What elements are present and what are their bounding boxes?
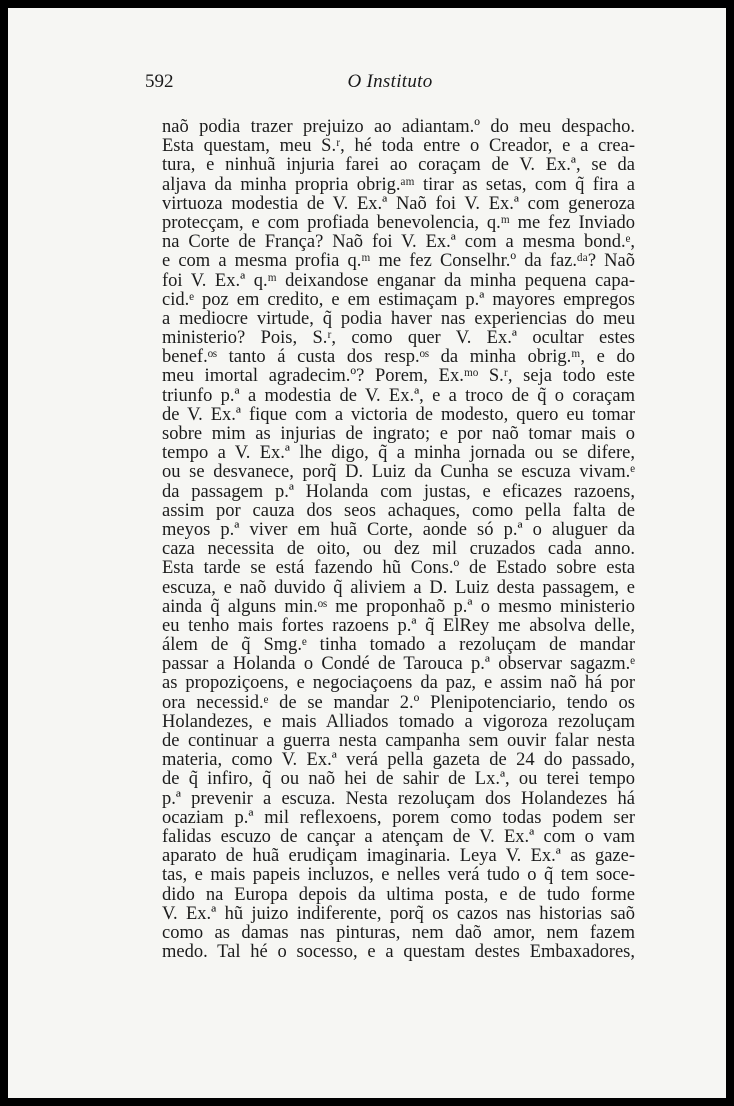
text-line: ministerio? Pois, S.ʳ, como quer V. Ex.ª ocultar estes — [162, 329, 635, 349]
text-line: ou se desvanece, porq̃ D. Luiz da Cunha se escuza vivam.ᵉ — [162, 463, 635, 483]
text-line: cid.ᵉ poz em credito, e em estimaçam p.ª mayores empregos — [162, 290, 635, 310]
text-line: meu imortal agradecim.º? Porem, Ex.ᵐᵒ S.ʳ, seja todo este — [162, 367, 635, 387]
page-number: 592 — [145, 71, 174, 92]
text-line: escuza, e naõ duvido q̃ aliviem a D. Luiz desta passagem, e — [162, 578, 635, 598]
text-line: dido na Europa depois da ultima posta, e de tudo forme — [162, 885, 635, 905]
text-line: ora necessid.ᵉ de se mandar 2.º Plenipotenciario, tendo os — [162, 693, 635, 713]
text-line: falidas escuzo de cançar a atençam de V. Ex.ª com o vam — [162, 827, 635, 847]
text-line: na Corte de França? Naõ foi V. Ex.ª com a mesma bond.ᵉ, — [162, 233, 635, 253]
book-page — [8, 8, 726, 1098]
text-line: sobre mim as injurias de ingrato; e por naõ tomar mais o — [162, 425, 635, 444]
text-line: eu tenho mais fortes razoens p.ª q̃ ElRey me absolva delle, — [162, 616, 635, 636]
text-line: naõ podia trazer prejuizo ao adiantam.º do meu despacho. — [162, 118, 635, 137]
text-line: as propoziçoens, e negociaçoens da paz, e assim naõ há por — [162, 674, 635, 694]
text-line: Esta questam, meu S.ʳ, hé toda entre o Creador, e a crea- — [162, 137, 635, 157]
text-line: caza necessita de oito, ou dez mil cruzados cada anno. — [162, 540, 635, 560]
text-line: da passagem p.ª Holanda com justas, e eficazes razoens, — [162, 482, 635, 502]
text-line: materia, como V. Ex.ª verá pella gazeta de 24 do passado, — [162, 751, 635, 771]
text-line: de V. Ex.ª fique com a victoria de modesto, quero eu tomar — [162, 405, 635, 425]
text-line: Holandezes, e mais Alliados tomado a vigoroza rezoluçam — [162, 712, 635, 732]
text-line: a mediocre virtude, q̃ podia haver nas experiencias do meu — [162, 309, 635, 329]
journal-title: O Instituto — [347, 71, 433, 92]
text-line: medo. Tal hé o socesso, e a questam destes Embaxadores, — [162, 943, 635, 963]
text-line: meyos p.ª viver em huã Corte, aonde só p.ª o aluguer da — [162, 520, 635, 540]
text-line: tempo a V. Ex.ª lhe digo, q̃ a minha jornada ou se difere, — [162, 444, 635, 464]
text-line: e com a mesma profia q.ᵐ me fez Conselhr.º da faz.ᵈᵃ? Naõ — [162, 252, 635, 272]
text-line: de q̃ infiro, q̃ ou naõ hei de sahir de Lx.ª, ou terei tempo — [162, 770, 635, 790]
body-text — [162, 118, 635, 962]
text-line: V. Ex.ª hũ juizo indiferente, porq̃ os cazos nas historias saõ — [162, 904, 635, 924]
running-head — [145, 65, 635, 95]
text-line: assim por cauza dos seos achaques, como pella falta de — [162, 501, 635, 521]
text-line: p.ª prevenir a escuza. Nesta rezoluçam dos Holandezes há — [162, 789, 635, 809]
text-line: como as damas nas pinturas, nem daõ amor, nem fazem — [162, 923, 635, 943]
text-line: tura, e ninhuã injuria farei ao coraçam de V. Ex.ª, se da — [162, 156, 635, 176]
text-line: aljava da minha propria obrig.ᵃᵐ tirar as setas, com q̃ fira a — [162, 175, 635, 195]
text-line: protecçam, e com profiada benevolencia, q.ᵐ me fez Inviado — [162, 213, 635, 233]
text-line: foi V. Ex.ª q.ᵐ deixandose enganar da minha pequena capa- — [162, 271, 635, 291]
text-line: tas, e mais papeis incluzos, e nelles verá tudo o q̃ tem soce- — [162, 866, 635, 886]
text-line: Esta tarde se está fazendo hũ Cons.º de Estado sobre esta — [162, 559, 635, 579]
text-line: benef.ᵒˢ tanto á custa dos resp.ᵒˢ da minha obrig.ᵐ, e do — [162, 348, 635, 368]
text-line: álem de q̃ Smg.ᵉ tinha tomado a rezoluçam de mandar — [162, 636, 635, 656]
text-line: passar a Holanda o Condé de Tarouca p.ª observar sagazm.ᵉ — [162, 655, 635, 675]
text-line: ainda q̃ alguns min.ᵒˢ me proponhaõ p.ª o mesmo ministerio — [162, 597, 635, 617]
text-line: aparato de huã erudiçam imaginaria. Leya V. Ex.ª as gaze- — [162, 847, 635, 867]
text-line: triunfo p.ª a modestia de V. Ex.ª, e a troco de q̃ o coraçam — [162, 386, 635, 406]
text-line: de continuar a guerra nesta campanha sem ouvir falar nesta — [162, 732, 635, 751]
text-line: virtuoza modestia de V. Ex.ª Naõ foi V. Ex.ª com generoza — [162, 194, 635, 214]
text-line: ocaziam p.ª mil reflexoens, porem como todas podem ser — [162, 808, 635, 828]
